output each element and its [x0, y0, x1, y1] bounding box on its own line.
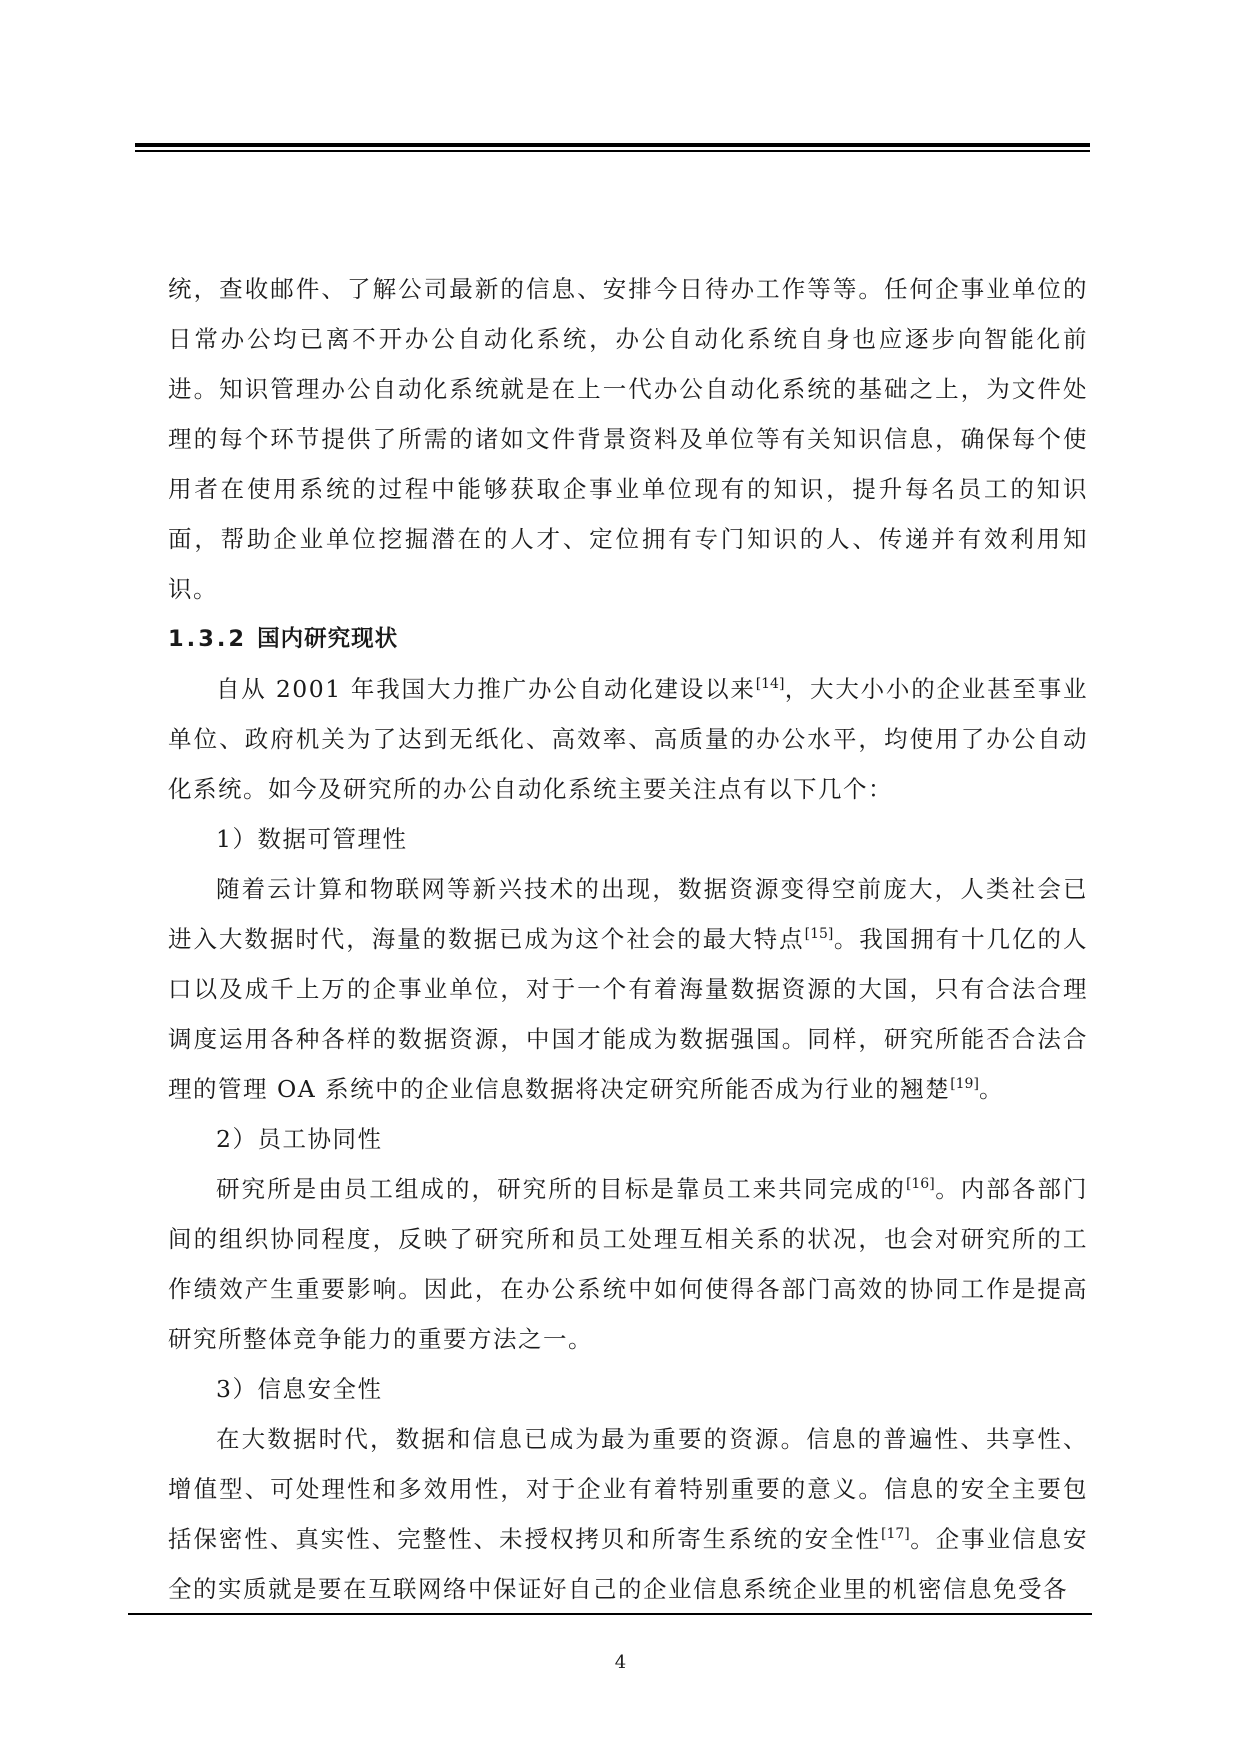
- paragraph-data-management: [168, 864, 1088, 1114]
- header-rule-thick: [135, 143, 1090, 147]
- paragraph-collaboration: [168, 1164, 1088, 1364]
- section-title: 国内研究现状: [257, 626, 399, 652]
- section-heading: [168, 614, 1088, 664]
- paragraph-text: 。内部各部门间的组织协同程度，反映了研究所和员工处理互相关系的状况，也会对研究所的工作绩效产生重要影响。因此，在办公系统中如何使得各部门高效的协同工作是提高研究所整体竞争能力的重要方法之一。: [168, 1175, 1089, 1353]
- citation: [14]: [755, 676, 785, 692]
- section-number: 1.3.2: [168, 626, 248, 652]
- citation: [17]: [881, 1526, 910, 1542]
- paragraph-text: 。: [978, 1075, 1004, 1103]
- page-number: 4: [614, 1652, 627, 1673]
- paragraph-text: 在大数据时代，数据和信息已成为最为重要的资源。信息的普遍性、共享性、增值型、可处理性和多效用性，对于企业有着特别重要的意义。信息的安全主要包括保密性、真实性、完整性、未授权拷贝和所寄生系统的安全性: [168, 1425, 1088, 1553]
- list-item-heading: 1）数据可管理性: [216, 825, 408, 853]
- paragraph-text: 随着云计算和物联网等新兴技术的出现，数据资源变得空前庞大，人类社会已进入大数据时代，海量的数据已成为这个社会的最大特点: [168, 875, 1088, 953]
- citation: [15]: [804, 926, 834, 942]
- paragraph-security: [168, 1414, 1088, 1614]
- citation: [16]: [905, 1176, 935, 1192]
- list-item-heading: 2）员工协同性: [216, 1125, 383, 1153]
- paragraph-continuation: 统，查收邮件、了解公司最新的信息、安排今日待办工作等等。任何企事业单位的日常办公均已离不开办公自动化系统，办公自动化系统自身也应逐步向智能化前进。知识管理办公自动化系统就是在上一代办公自动化系统的基础之上，为文件处理的每个环节提供了所需的诸如文件背景资料及单位等有关知识信息，确保每个使用者在使用系统的过程中能够获取企事业单位现有的知识，提升每名员工的知识面，帮助企业单位挖掘潜在的人才、定位拥有专门知识的人、传递并有效利用知识。: [168, 275, 1088, 603]
- citation: [19]: [950, 1076, 979, 1092]
- paragraph-text: ，大大小小的企业甚至事业单位、政府机关为了达到无纸化、高效率、高质量的办公水平，均使用了办公自动化系统。如今及研究所的办公自动化系统主要关注点有以下几个：: [168, 675, 1088, 803]
- paragraph-text: 自从 2001 年我国大力推广办公自动化建设以来: [216, 675, 756, 703]
- paragraph-intro: [168, 664, 1088, 814]
- list-item-heading: 3）信息安全性: [216, 1375, 383, 1403]
- footer-rule: [128, 1613, 1092, 1615]
- header-rule-thin: [135, 150, 1090, 152]
- paragraph-text: 。我国拥有十几亿的人口以及成千上万的企事业单位，对于一个有着海量数据资源的大国，只有合法合理调度运用各种各样的数据资源，中国才能成为数据强国。同样，研究所能否合法合理的管理 OA 系统中的企业信息数据将决定研究所能否成为行业的翘楚: [168, 925, 1089, 1103]
- paragraph-text: 研究所是由员工组成的，研究所的目标是靠员工来共同完成的: [216, 1175, 906, 1203]
- page-body: [168, 264, 1088, 1614]
- paragraph-text: 。企事业信息安全的实质就是要在互联网络中保证好自己的企业信息系统企业里的机密信息免受各: [168, 1525, 1088, 1603]
